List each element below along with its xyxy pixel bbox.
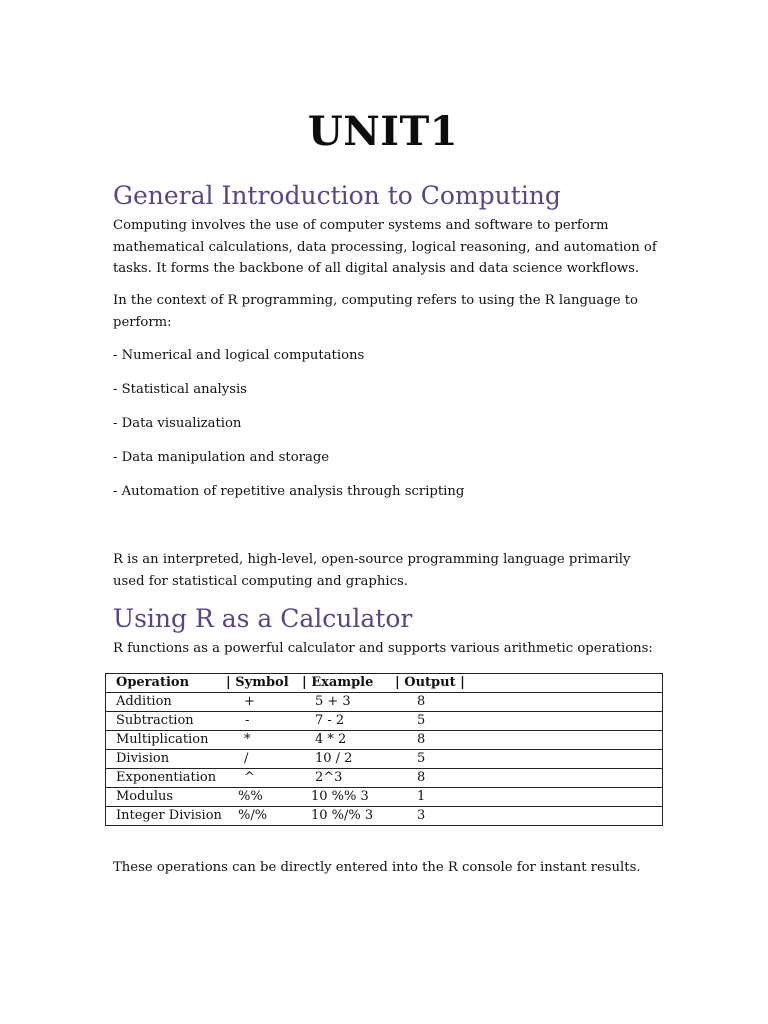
table-cell: 8 <box>395 693 487 712</box>
r-context-paragraph: In the context of R programming, computing refers to using the R language to perform: <box>113 293 638 330</box>
section-heading-calculator: Using R as a Calculator <box>113 604 413 633</box>
list-item: - Automation of repetitive analysis through scripting <box>113 484 465 499</box>
calculator-intro-paragraph: R functions as a powerful calculator and supports various arithmetic operations: <box>113 641 653 656</box>
table-header-cell: | Symbol <box>226 674 302 693</box>
table-cell: - <box>226 712 302 731</box>
table-row <box>106 769 663 788</box>
table-cell: 3 <box>395 807 487 826</box>
intro-paragraph: Computing involves the use of computer systems and software to perform mathematical calculations, data processing, logical reasoning, and automation of tasks. It forms the backbone of all digital analysis and data science workflows. <box>113 218 657 276</box>
table-header-row <box>106 674 663 693</box>
table-row <box>106 807 663 826</box>
table-cell: Modulus <box>106 788 227 807</box>
table-cell: %% <box>226 788 302 807</box>
table-header-cell: Operation <box>106 674 227 693</box>
table-cell: 10 %/% 3 <box>302 807 395 826</box>
list-item: - Data visualization <box>113 416 242 431</box>
table-row <box>106 731 663 750</box>
table-cell: 2^3 <box>302 769 395 788</box>
table-row <box>106 788 663 807</box>
table-cell: 10 %% 3 <box>302 788 395 807</box>
table-cell: + <box>226 693 302 712</box>
table-cell: Exponentiation <box>106 769 227 788</box>
table-cell: 5 <box>395 712 487 731</box>
table-cell: 8 <box>395 769 487 788</box>
table-row <box>106 750 663 769</box>
table-cell: 7 - 2 <box>302 712 395 731</box>
list-item: - Data manipulation and storage <box>113 450 330 465</box>
table-cell: Division <box>106 750 227 769</box>
table-cell: %/% <box>226 807 302 826</box>
list-item: - Statistical analysis <box>113 382 247 397</box>
table-cell: 8 <box>395 731 487 750</box>
r-definition-paragraph: R is an interpreted, high-level, open-source programming language primarily used for statistical computing and graphics. <box>113 552 631 589</box>
table-cell: * <box>226 731 302 750</box>
table-cell: 10 / 2 <box>302 750 395 769</box>
table-cell: 5 + 3 <box>302 693 395 712</box>
table-cell: 4 * 2 <box>302 731 395 750</box>
table-cell: Subtraction <box>106 712 227 731</box>
table-cell: 5 <box>395 750 487 769</box>
table-cell: ^ <box>226 769 302 788</box>
operations-table <box>105 673 663 826</box>
table-cell: / <box>226 750 302 769</box>
table-header-cell: | Output | <box>395 674 487 693</box>
table-header-cell: | Example <box>302 674 395 693</box>
table-cell: Integer Division <box>106 807 227 826</box>
section-heading-intro: General Introduction to Computing <box>113 181 561 210</box>
list-item: - Numerical and logical computations <box>113 348 365 363</box>
table-row <box>106 693 663 712</box>
table-row <box>106 712 663 731</box>
closing-paragraph: These operations can be directly entered into the R console for instant results. <box>113 860 641 875</box>
table-cell: Multiplication <box>106 731 227 750</box>
table-cell: Addition <box>106 693 227 712</box>
page-title: UNIT1 <box>307 108 459 155</box>
table-cell: 1 <box>395 788 487 807</box>
